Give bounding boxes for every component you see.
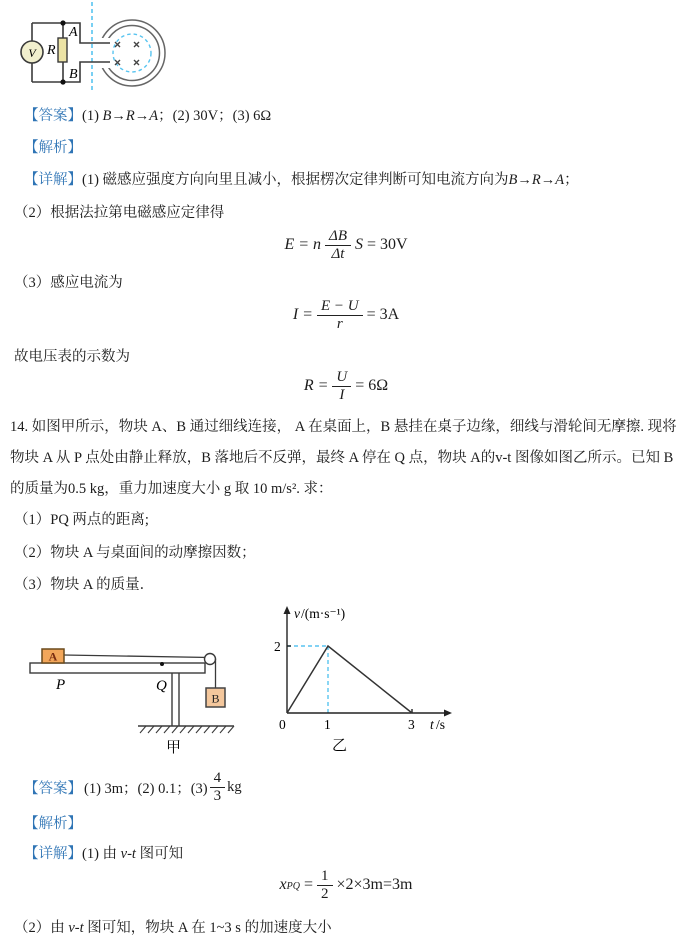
y-tick-2: 2: [274, 639, 281, 654]
analysis-label-13: 【解析】: [24, 140, 82, 156]
y-axis-label-v: v: [294, 606, 300, 621]
fraction-dB-dt: $\frac{\Delta B}{\Delta t}$: [325, 228, 351, 262]
answer-label: 【答案】: [24, 108, 82, 124]
node-dot-top: [60, 20, 65, 25]
current-direction: B→R→A: [102, 108, 159, 124]
equation-faraday: E = n $\frac{\Delta B}{\Delta t}$ S = 30V: [284, 228, 408, 262]
field-into-page-marks: [115, 42, 139, 65]
figure-jia-caption: 甲: [166, 740, 182, 756]
equation-current: I = $\frac{E - U}{r}$ = 3A: [292, 298, 400, 332]
circuit-figure: [8, 2, 188, 102]
p-point-label: P: [56, 677, 66, 693]
detail-line-13-3: （3）感应电流为: [14, 275, 123, 291]
fraction-EU-r: $\frac{E - U}{r}$: [317, 298, 363, 332]
q14-item-3: （3）物块 A 的质量．: [14, 577, 155, 593]
analysis-label-14: 【解析】: [24, 816, 82, 832]
y-axis-label-unit: /(m·s⁻¹): [301, 606, 346, 621]
q14-line-3: 的质量为0.5 kg，重力加速度大小 g 取 10 m/s². 求：: [10, 481, 333, 497]
pulley-icon: [205, 654, 216, 665]
fraction-U-I: $\frac{U}{I}$: [332, 369, 351, 403]
fraction-1-2: $\frac{1}{2}$: [317, 868, 333, 902]
resistor: [58, 38, 67, 62]
equation-xpq: x PQ = $\frac{1}{2}$ ×2×3m=3m: [279, 868, 413, 902]
ground-hatching: [140, 726, 234, 733]
x-tick-0: 0: [279, 717, 286, 732]
figure-yi-vt-graph: [258, 598, 468, 758]
x-axis-arrow: [444, 710, 452, 717]
answer-line-13: 【答案】(1) B→R→A；(2) 30V；(3) 6Ω: [24, 108, 272, 124]
fraction-4-3: $\frac{4}{3}$: [210, 770, 226, 804]
x-axis-label-t: t: [430, 717, 434, 732]
answer-label: 【答案】: [24, 780, 82, 797]
detail-line-13-4: 故电压表的示数为: [14, 349, 130, 365]
figure-yi-caption: 乙: [332, 738, 348, 754]
voltmeter-label: V: [28, 46, 36, 60]
figure-jia: [16, 612, 256, 760]
answer-line-14: 【答案】 (1) 3m；(2) 0.1；(3) $\frac{4}{3}$ kg: [24, 770, 242, 804]
detail-line-13-1: 【详解】(1) 磁感应强度方向向里且减小，根据楞次定律判断可知电流方向为B→R→A；: [24, 172, 579, 188]
x-tick-1: 1: [324, 717, 331, 732]
x-axis-label-unit: /s: [436, 717, 446, 732]
terminal-b-label: B: [69, 67, 78, 82]
q14-line-1: 14. 如图甲所示，物块 A、B 通过细线连接， A 在桌面上，B 悬挂在桌子边缘，细线与滑轮间无摩擦. 现将: [10, 419, 677, 435]
q14-item-2: （2）物块 A 与桌面间的动摩擦因数；: [14, 545, 256, 561]
detail-line-13-2: （2）根据法拉第电磁感应定律得: [14, 205, 225, 221]
q14-line-2: 物块 A 从 P 点处由静止释放，B 落地后不反弹，最终 A 停在 Q 点，物块 A的v-t 图像如图乙所示。已知 B: [10, 450, 674, 466]
block-b-label: B: [211, 691, 220, 706]
axes: [287, 612, 446, 713]
detail-line-14-2: （2）由 v-t 图可知，物块 A 在 1~3 s 的加速度大小: [14, 920, 332, 936]
resistor-label: R: [47, 43, 56, 58]
detail-line-14-1: 【详解】(1) 由 v-t 图可知: [24, 846, 184, 862]
block-a-label: A: [48, 649, 58, 664]
table-top: [30, 663, 205, 673]
node-dot-bottom: [60, 79, 65, 84]
equation-resistance: R = $\frac{U}{I}$ = 6Ω: [303, 369, 389, 403]
x-tick-3: 3: [408, 717, 415, 732]
y-axis-arrow: [284, 606, 291, 614]
q-point-label: Q: [156, 678, 167, 694]
q-point-dot: [160, 662, 164, 666]
string-horizontal: [64, 655, 210, 658]
field-region-dashed-circle: [113, 34, 151, 72]
velocity-line: [287, 646, 412, 713]
q14-item-1: （1）PQ 两点的距离;: [14, 512, 149, 528]
terminal-a-label: A: [69, 25, 78, 40]
